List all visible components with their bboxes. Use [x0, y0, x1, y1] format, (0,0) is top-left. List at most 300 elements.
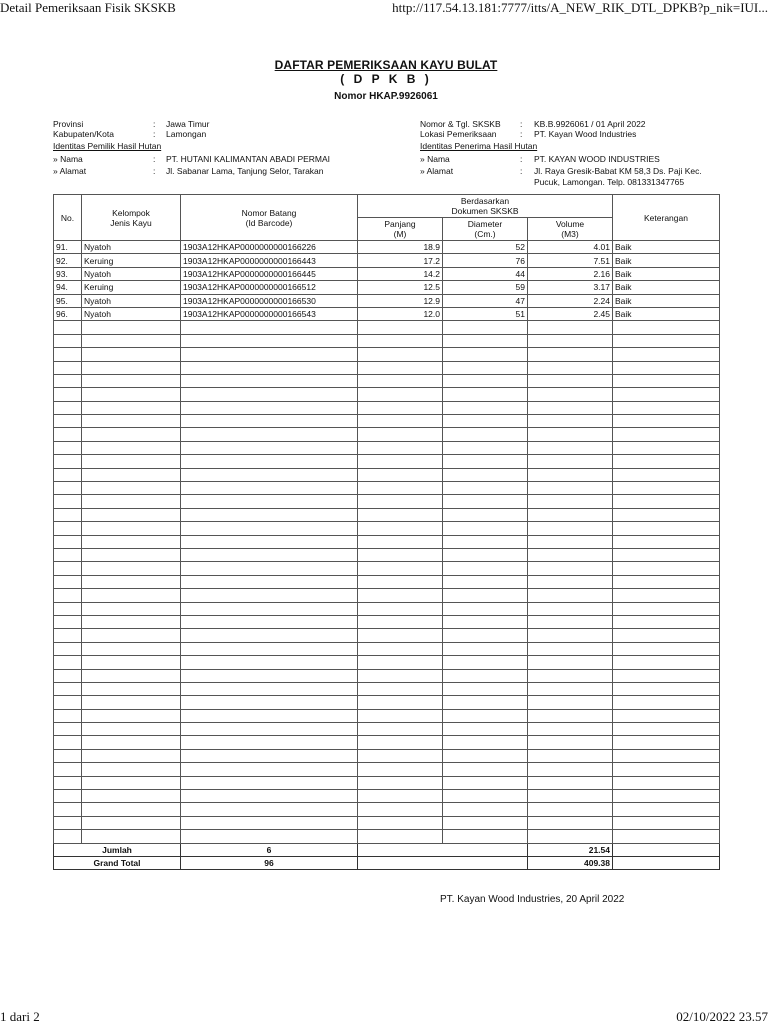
empty-cell — [358, 401, 443, 414]
empty-table-row — [54, 495, 720, 508]
empty-cell — [181, 816, 358, 829]
empty-cell — [82, 482, 181, 495]
empty-cell — [181, 348, 358, 361]
empty-cell — [82, 629, 181, 642]
empty-cell — [54, 696, 82, 709]
empty-cell — [181, 669, 358, 682]
empty-cell — [443, 803, 528, 816]
empty-cell — [181, 589, 358, 602]
col-header-jenis: Kelompok Jenis Kayu — [82, 195, 181, 241]
cell-keterangan: Baik — [613, 254, 720, 267]
col-header-panjang: Panjang (M) — [358, 218, 443, 241]
receiver-alamat-label: » Alamat — [420, 166, 454, 176]
cell-panjang: 12.0 — [358, 307, 443, 320]
empty-table-row — [54, 361, 720, 374]
empty-cell — [181, 629, 358, 642]
sk-label: Nomor & Tgl. SKSKB — [420, 119, 501, 129]
cell-keterangan: Baik — [613, 307, 720, 320]
cell-barcode: 1903A12HKAP0000000000166226 — [181, 241, 358, 254]
empty-table-row — [54, 803, 720, 816]
empty-table-row — [54, 642, 720, 655]
empty-cell — [358, 548, 443, 561]
empty-cell — [613, 682, 720, 695]
cell-barcode: 1903A12HKAP0000000000166530 — [181, 294, 358, 307]
empty-cell — [613, 723, 720, 736]
empty-cell — [181, 508, 358, 521]
empty-table-row — [54, 334, 720, 347]
empty-cell — [358, 441, 443, 454]
empty-cell — [443, 562, 528, 575]
empty-cell — [613, 790, 720, 803]
empty-cell — [443, 361, 528, 374]
empty-cell — [54, 709, 82, 722]
empty-table-row — [54, 455, 720, 468]
cell-volume: 2.16 — [528, 267, 613, 280]
empty-cell — [613, 615, 720, 628]
separator: : — [520, 166, 523, 176]
empty-cell — [443, 830, 528, 843]
empty-cell — [528, 723, 613, 736]
cell-keterangan: Baik — [613, 267, 720, 280]
cell-panjang: 14.2 — [358, 267, 443, 280]
empty-cell — [443, 602, 528, 615]
empty-cell — [613, 441, 720, 454]
empty-cell — [358, 696, 443, 709]
receiver-nama-value: PT. KAYAN WOOD INDUSTRIES — [534, 154, 660, 164]
empty-cell — [82, 776, 181, 789]
empty-cell — [82, 388, 181, 401]
empty-cell — [181, 455, 358, 468]
empty-cell — [181, 321, 358, 334]
jumlah-keterangan-empty — [613, 843, 720, 856]
empty-table-row — [54, 696, 720, 709]
empty-cell — [181, 441, 358, 454]
empty-table-row — [54, 575, 720, 588]
empty-cell — [613, 709, 720, 722]
empty-cell — [82, 495, 181, 508]
empty-cell — [358, 589, 443, 602]
empty-cell — [181, 401, 358, 414]
cell-no: 94. — [54, 281, 82, 294]
empty-cell — [54, 334, 82, 347]
empty-cell — [443, 696, 528, 709]
empty-cell — [613, 522, 720, 535]
table-row — [54, 307, 720, 320]
empty-cell — [443, 468, 528, 481]
empty-table-row — [54, 790, 720, 803]
empty-cell — [443, 723, 528, 736]
provinsi-value: Jawa Timur — [166, 119, 210, 129]
cell-volume: 7.51 — [528, 254, 613, 267]
empty-cell — [443, 495, 528, 508]
empty-cell — [613, 535, 720, 548]
cell-barcode: 1903A12HKAP0000000000166443 — [181, 254, 358, 267]
empty-cell — [54, 615, 82, 628]
empty-cell — [358, 321, 443, 334]
empty-cell — [443, 455, 528, 468]
empty-cell — [528, 535, 613, 548]
empty-table-row — [54, 629, 720, 642]
cell-panjang: 12.9 — [358, 294, 443, 307]
empty-cell — [82, 669, 181, 682]
cell-barcode: 1903A12HKAP0000000000166543 — [181, 307, 358, 320]
empty-cell — [54, 468, 82, 481]
empty-cell — [358, 803, 443, 816]
cell-keterangan: Baik — [613, 241, 720, 254]
cell-diameter: 47 — [443, 294, 528, 307]
empty-table-row — [54, 348, 720, 361]
empty-cell — [528, 776, 613, 789]
empty-cell — [54, 723, 82, 736]
empty-cell — [528, 562, 613, 575]
empty-cell — [443, 374, 528, 387]
empty-table-row — [54, 548, 720, 561]
empty-cell — [54, 642, 82, 655]
col-header-berdasarkan: Berdasarkan Dokumen SKSKB — [358, 195, 613, 218]
owner-nama-label: » Nama — [53, 154, 83, 164]
empty-cell — [358, 522, 443, 535]
empty-cell — [528, 615, 613, 628]
empty-table-row — [54, 321, 720, 334]
empty-cell — [613, 482, 720, 495]
col-header-keterangan: Keterangan — [613, 195, 720, 241]
empty-cell — [358, 790, 443, 803]
cell-barcode: 1903A12HKAP0000000000166445 — [181, 267, 358, 280]
empty-cell — [613, 696, 720, 709]
cell-jenis: Nyatoh — [82, 294, 181, 307]
empty-cell — [358, 361, 443, 374]
empty-cell — [443, 415, 528, 428]
cell-panjang: 12.5 — [358, 281, 443, 294]
empty-cell — [82, 656, 181, 669]
empty-table-row — [54, 763, 720, 776]
empty-cell — [54, 361, 82, 374]
empty-cell — [443, 575, 528, 588]
empty-cell — [443, 321, 528, 334]
empty-cell — [82, 803, 181, 816]
table-header-row — [54, 195, 720, 218]
empty-cell — [613, 830, 720, 843]
empty-cell — [613, 361, 720, 374]
empty-cell — [613, 321, 720, 334]
empty-cell — [54, 763, 82, 776]
empty-cell — [181, 535, 358, 548]
cell-jenis: Keruing — [82, 281, 181, 294]
empty-cell — [181, 763, 358, 776]
empty-cell — [443, 709, 528, 722]
table-body — [54, 241, 720, 844]
empty-cell — [528, 642, 613, 655]
empty-cell — [82, 441, 181, 454]
empty-cell — [82, 642, 181, 655]
empty-cell — [528, 763, 613, 776]
col-header-barcode: Nomor Batang (Id Barcode) — [181, 195, 358, 241]
empty-cell — [82, 508, 181, 521]
empty-cell — [82, 374, 181, 387]
empty-cell — [181, 696, 358, 709]
lokasi-label: Lokasi Pemeriksaan — [420, 129, 497, 139]
empty-cell — [358, 535, 443, 548]
empty-cell — [82, 361, 181, 374]
empty-cell — [54, 455, 82, 468]
jumlah-count: 6 — [181, 843, 358, 856]
empty-cell — [181, 562, 358, 575]
empty-table-row — [54, 669, 720, 682]
empty-table-row — [54, 830, 720, 843]
jumlah-label: Jumlah — [54, 843, 181, 856]
empty-cell — [358, 669, 443, 682]
jumlah-volume: 21.54 — [528, 843, 613, 856]
empty-cell — [181, 749, 358, 762]
cell-diameter: 52 — [443, 241, 528, 254]
empty-cell — [181, 790, 358, 803]
empty-cell — [358, 629, 443, 642]
empty-cell — [613, 455, 720, 468]
empty-cell — [82, 334, 181, 347]
empty-cell — [613, 629, 720, 642]
col-header-no: No. — [54, 195, 82, 241]
empty-cell — [358, 602, 443, 615]
empty-cell — [358, 388, 443, 401]
empty-table-row — [54, 682, 720, 695]
empty-cell — [443, 535, 528, 548]
empty-table-row — [54, 522, 720, 535]
cell-no: 93. — [54, 267, 82, 280]
empty-cell — [443, 548, 528, 561]
empty-cell — [181, 548, 358, 561]
separator: : — [153, 166, 156, 176]
cell-barcode: 1903A12HKAP0000000000166512 — [181, 281, 358, 294]
empty-table-row — [54, 709, 720, 722]
empty-cell — [358, 776, 443, 789]
cell-volume: 2.45 — [528, 307, 613, 320]
cell-volume: 3.17 — [528, 281, 613, 294]
empty-cell — [54, 629, 82, 642]
empty-cell — [181, 468, 358, 481]
empty-cell — [613, 348, 720, 361]
empty-cell — [54, 428, 82, 441]
empty-cell — [528, 548, 613, 561]
empty-cell — [54, 348, 82, 361]
empty-cell — [443, 428, 528, 441]
empty-cell — [443, 522, 528, 535]
cell-jenis: Nyatoh — [82, 307, 181, 320]
empty-cell — [54, 575, 82, 588]
empty-cell — [443, 615, 528, 628]
cell-no: 91. — [54, 241, 82, 254]
empty-cell — [54, 522, 82, 535]
empty-cell — [54, 441, 82, 454]
empty-cell — [181, 656, 358, 669]
empty-cell — [613, 763, 720, 776]
empty-cell — [82, 749, 181, 762]
document-window-title: Detail Pemeriksaan Fisik SKSKB — [0, 0, 176, 15]
receiver-heading: Identitas Penerima Hasil Hutan — [420, 141, 538, 151]
empty-cell — [358, 723, 443, 736]
empty-cell — [528, 374, 613, 387]
empty-cell — [613, 495, 720, 508]
empty-cell — [613, 669, 720, 682]
doc-number: Nomor HKAP.9926061 — [334, 91, 438, 102]
empty-cell — [443, 776, 528, 789]
receiver-alamat-line1: Jl. Raya Gresik-Babat KM 58,3 Ds. Paji Kec. — [534, 166, 702, 176]
empty-cell — [613, 816, 720, 829]
separator: : — [520, 129, 523, 139]
empty-cell — [54, 803, 82, 816]
empty-cell — [358, 682, 443, 695]
page-indicator: 1 dari 2 — [0, 1009, 40, 1024]
empty-cell — [528, 696, 613, 709]
empty-table-row — [54, 749, 720, 762]
empty-cell — [358, 709, 443, 722]
jumlah-empty — [358, 843, 528, 856]
empty-cell — [358, 348, 443, 361]
empty-cell — [181, 575, 358, 588]
col-header-diameter: Diameter (Cm.) — [443, 218, 528, 241]
empty-cell — [181, 428, 358, 441]
empty-cell — [358, 374, 443, 387]
cell-diameter: 51 — [443, 307, 528, 320]
empty-cell — [528, 669, 613, 682]
left-info-block — [53, 118, 383, 178]
empty-cell — [528, 508, 613, 521]
grand-total-volume: 409.38 — [528, 856, 613, 869]
empty-cell — [528, 495, 613, 508]
empty-cell — [54, 736, 82, 749]
grand-total-empty — [358, 856, 528, 869]
empty-cell — [181, 615, 358, 628]
empty-table-row — [54, 723, 720, 736]
empty-table-row — [54, 736, 720, 749]
lokasi-value: PT. Kayan Wood Industries — [534, 129, 637, 139]
empty-cell — [358, 415, 443, 428]
signature-line: PT. Kayan Wood Industries, 20 April 2022 — [440, 894, 625, 905]
empty-cell — [181, 388, 358, 401]
receiver-nama-label: » Nama — [420, 154, 450, 164]
empty-cell — [82, 790, 181, 803]
empty-cell — [443, 441, 528, 454]
cell-no: 96. — [54, 307, 82, 320]
empty-cell — [358, 816, 443, 829]
empty-cell — [82, 468, 181, 481]
empty-cell — [181, 803, 358, 816]
empty-table-row — [54, 602, 720, 615]
empty-cell — [181, 334, 358, 347]
empty-cell — [443, 388, 528, 401]
doc-subtitle: ( D P K B ) — [340, 72, 432, 86]
empty-table-row — [54, 776, 720, 789]
empty-cell — [82, 816, 181, 829]
grand-total-count: 96 — [181, 856, 358, 869]
empty-cell — [82, 709, 181, 722]
empty-cell — [613, 602, 720, 615]
cell-diameter: 44 — [443, 267, 528, 280]
empty-cell — [613, 749, 720, 762]
owner-alamat-value: Jl. Sabanar Lama, Tanjung Selor, Tarakan — [166, 166, 324, 176]
empty-cell — [528, 428, 613, 441]
empty-cell — [528, 803, 613, 816]
empty-cell — [82, 455, 181, 468]
empty-cell — [613, 374, 720, 387]
empty-cell — [613, 776, 720, 789]
empty-cell — [358, 830, 443, 843]
empty-cell — [358, 455, 443, 468]
dpkb-table — [53, 194, 720, 870]
empty-cell — [82, 348, 181, 361]
empty-cell — [54, 415, 82, 428]
empty-cell — [528, 709, 613, 722]
empty-cell — [82, 401, 181, 414]
empty-cell — [443, 629, 528, 642]
empty-cell — [443, 508, 528, 521]
empty-cell — [82, 736, 181, 749]
empty-cell — [613, 548, 720, 561]
empty-cell — [528, 321, 613, 334]
empty-cell — [443, 642, 528, 655]
empty-cell — [82, 428, 181, 441]
empty-cell — [358, 615, 443, 628]
empty-cell — [82, 535, 181, 548]
empty-cell — [54, 790, 82, 803]
separator: : — [520, 154, 523, 164]
empty-cell — [528, 482, 613, 495]
separator: : — [153, 154, 156, 164]
table-row — [54, 281, 720, 294]
empty-cell — [82, 589, 181, 602]
empty-cell — [54, 656, 82, 669]
cell-volume: 4.01 — [528, 241, 613, 254]
cell-keterangan: Baik — [613, 294, 720, 307]
empty-cell — [528, 830, 613, 843]
cell-diameter: 76 — [443, 254, 528, 267]
right-info-block — [420, 118, 720, 188]
cell-panjang: 17.2 — [358, 254, 443, 267]
empty-table-row — [54, 656, 720, 669]
empty-cell — [528, 441, 613, 454]
empty-cell — [181, 415, 358, 428]
empty-cell — [613, 468, 720, 481]
empty-cell — [181, 709, 358, 722]
empty-table-row — [54, 615, 720, 628]
empty-cell — [443, 334, 528, 347]
empty-cell — [54, 776, 82, 789]
empty-cell — [82, 321, 181, 334]
empty-cell — [358, 495, 443, 508]
cell-jenis: Nyatoh — [82, 267, 181, 280]
empty-cell — [181, 682, 358, 695]
empty-cell — [82, 575, 181, 588]
empty-table-row — [54, 441, 720, 454]
empty-cell — [528, 629, 613, 642]
table-row — [54, 254, 720, 267]
empty-cell — [181, 495, 358, 508]
empty-cell — [358, 656, 443, 669]
empty-cell — [613, 415, 720, 428]
empty-cell — [181, 602, 358, 615]
separator: : — [520, 119, 523, 129]
receiver-alamat-line2: Pucuk, Lamongan. Telp. 081331347765 — [534, 177, 685, 187]
owner-nama-value: PT. HUTANI KALIMANTAN ABADI PERMAI — [166, 154, 331, 164]
owner-alamat-label: » Alamat — [53, 166, 87, 176]
empty-cell — [181, 522, 358, 535]
empty-cell — [528, 401, 613, 414]
empty-cell — [54, 495, 82, 508]
empty-table-row — [54, 535, 720, 548]
empty-cell — [613, 388, 720, 401]
empty-cell — [443, 816, 528, 829]
empty-cell — [443, 401, 528, 414]
separator: : — [153, 129, 156, 139]
